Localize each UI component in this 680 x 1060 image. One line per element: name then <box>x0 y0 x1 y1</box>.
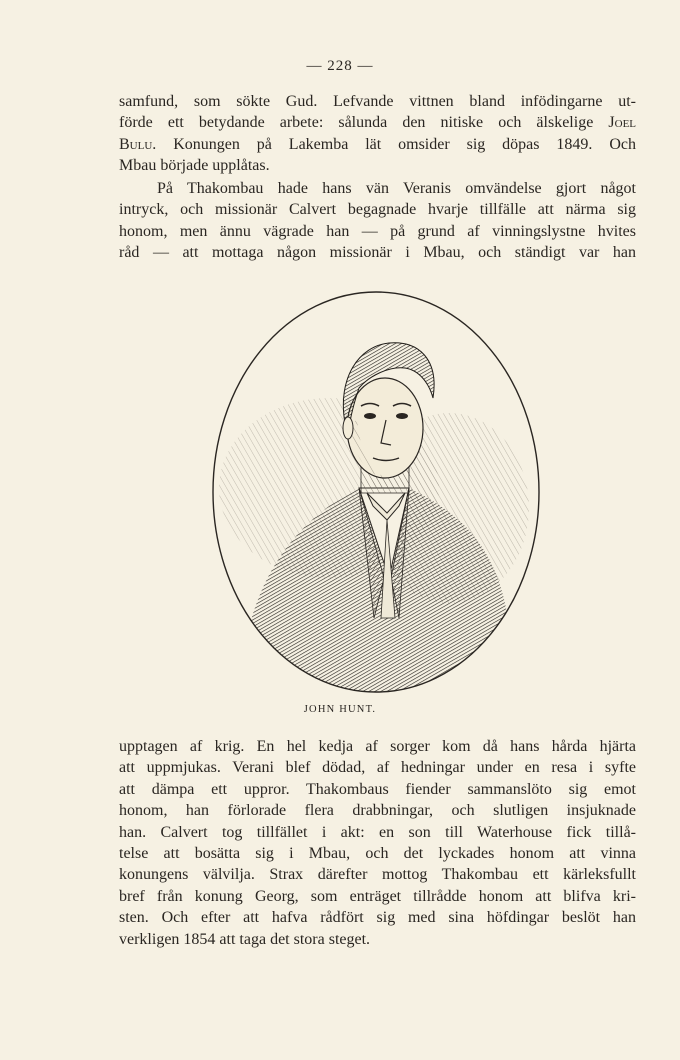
face <box>347 378 423 478</box>
page-number: — 228 — <box>306 58 374 74</box>
portrait-caption: JOHN HUNT. <box>303 704 377 715</box>
paragraph-2 <box>119 178 636 264</box>
text-line: att dämpa ett uppror. Thakombaus fiender sammanslöto sig emot <box>119 780 636 798</box>
paragraph-3 <box>119 736 636 950</box>
text-line: honom, men ännu vägrade han — på grund af vinningslystne hvites <box>119 222 636 240</box>
portrait-engraving <box>209 288 543 696</box>
text-line: konungens välvilja. Strax därefter mottog Thakombau ett kärleksfullt <box>119 866 636 884</box>
text-line: han. Calvert tog tillfället i akt: en son till Waterhouse fick tillå- <box>119 823 636 841</box>
text-line <box>119 112 636 133</box>
text-line: honom, han förlorade flera drabbningar, och slutligen insjuknade <box>119 802 636 820</box>
text-line: råd — att mottaga någon missionär i Mbau, och ständigt var han <box>119 244 636 262</box>
text-segment: Konungen på Lakemba lät omsider sig döpas 1849. Och <box>173 135 636 153</box>
text-line: intryck, och missionär Calvert begagnade hvarje tillfälle att närma sig <box>119 201 636 219</box>
text-line: Mbau började upplåtas. <box>119 157 270 175</box>
paragraph-1 <box>119 91 636 177</box>
text-line: På Thakombau hade hans vän Veranis omvändelse gjort något <box>157 180 636 197</box>
text-line: upptagen af krig. En hel kedja af sorger kom då hans hårda hjärta <box>119 738 636 755</box>
person-name: Bulu. <box>119 135 157 153</box>
text-line: sten. Och efter att hafva rådfört sig med sina höfdingar beslöt han <box>119 909 636 927</box>
text-line: bref från konung Georg, som enträget tillrådde honom att blifva kri- <box>119 887 636 905</box>
text-line: att uppmjukas. Verani blef dödad, af hedningar under en resa i syfte <box>119 759 636 777</box>
text-line: samfund, som sökte Gud. Lefvande vittnen bland infödingarne ut- <box>119 93 636 110</box>
text-line: telse att bosätta sig i Mbau, och det lyckades honom att vinna <box>119 845 636 863</box>
text-line <box>119 134 636 155</box>
text-segment: förde ett betydande arbete: sålunda den nitiske och älskelige <box>119 114 594 132</box>
person-name: Joel <box>608 114 637 132</box>
text-line: verkligen 1854 att taga det stora steget. <box>119 930 371 948</box>
